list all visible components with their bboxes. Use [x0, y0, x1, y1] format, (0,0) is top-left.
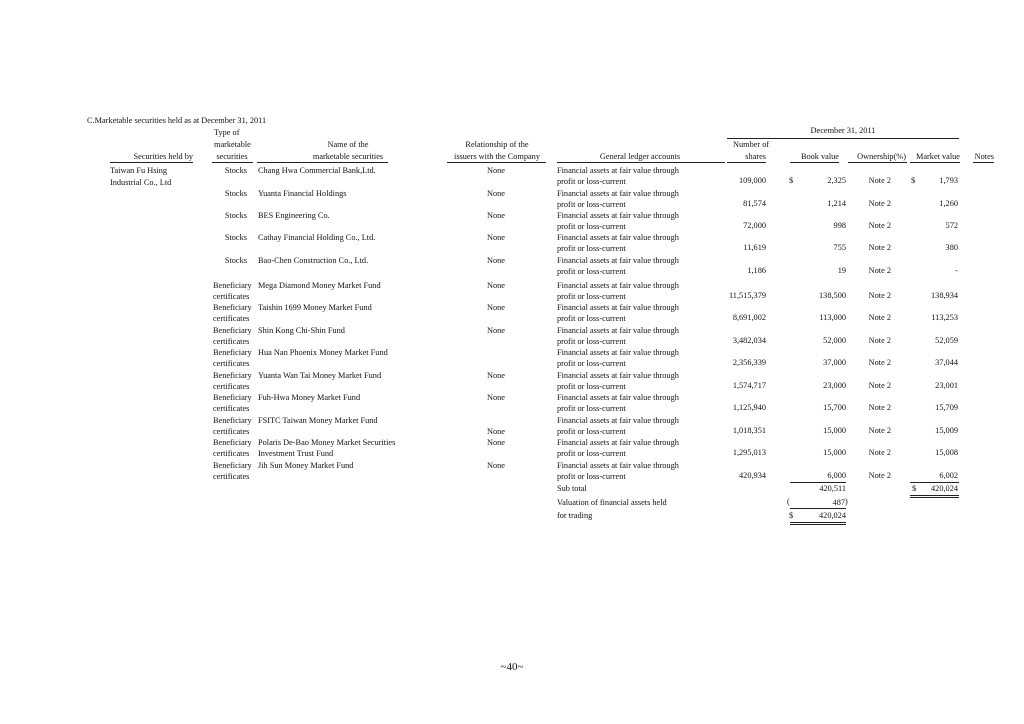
row-10-ledger-1: Financial assets at fair value through — [557, 393, 679, 402]
row-9-name: Yuanta Wan Tai Money Market Fund — [258, 371, 382, 380]
row-10-type-1: Beneficiary — [213, 393, 252, 402]
header-notes: Notes — [974, 152, 994, 161]
row-3-name: Cathay Financial Holding Co., Ltd. — [258, 233, 376, 242]
subtotal-market-currency: $ — [912, 484, 917, 493]
row-6-name: Taishin 1699 Money Market Fund — [258, 303, 372, 312]
row-5-type-2: certificates — [213, 292, 250, 301]
header-book: Book value — [800, 152, 839, 161]
row-10-book: 15,700 — [823, 403, 846, 412]
header-name-1: Name of the — [327, 140, 369, 149]
page-number: ~40~ — [500, 661, 524, 673]
row-11-type-2: certificates — [213, 427, 250, 436]
row-4-name: Bao-Chen Construction Co., Ltd. — [258, 256, 369, 265]
row-2-book: 998 — [833, 221, 846, 230]
valuation-double — [790, 522, 846, 525]
row-9-ledger-1: Financial assets at fair value through — [557, 371, 679, 380]
valuation-total: 420,024 — [819, 511, 846, 520]
row-4-shares: 1,186 — [747, 266, 766, 275]
row-6-ledger-1: Financial assets at fair value through — [557, 303, 679, 312]
row-7-name: Shin Kong Chi-Shin Fund — [258, 326, 345, 335]
row-6-relationship: None — [487, 303, 505, 312]
holder-name-1: Taiwan Fu Hsing — [110, 166, 168, 175]
row-11-type-1: Beneficiary — [213, 416, 252, 425]
header-underline-2 — [257, 162, 388, 163]
row-13-book: 6,000 — [827, 471, 846, 480]
subtotal-label: Sub total — [557, 484, 587, 493]
row-3-ownership: Note 2 — [868, 243, 891, 252]
row-9-relationship: None — [487, 371, 505, 380]
row-5-ledger-1: Financial assets at fair value through — [557, 281, 679, 290]
row-8-type-2: certificates — [213, 359, 250, 368]
row-5-type-1: Beneficiary — [213, 281, 252, 290]
row-12-ledger-1: Financial assets at fair value through — [557, 438, 679, 447]
row-2-shares: 72,000 — [743, 221, 766, 230]
row-6-shares: 8,691,002 — [732, 313, 766, 322]
period-header: December 31, 2011 — [810, 126, 876, 135]
row-8-name: Hua Nan Phoenix Money Market Fund — [258, 348, 388, 357]
header-underline-4 — [557, 162, 725, 163]
market-sum-line — [910, 482, 959, 483]
row-7-ledger-1: Financial assets at fair value through — [557, 326, 679, 335]
row-12-relationship: None — [487, 438, 505, 447]
header-type-2: marketable — [214, 140, 251, 149]
row-12-type-1: Beneficiary — [213, 438, 252, 447]
row-13-ledger-2: profit or loss-current — [557, 472, 626, 481]
period-underline — [727, 138, 959, 139]
header-type-3: securities — [216, 152, 248, 161]
row-1-market: 1,260 — [939, 199, 958, 208]
row-5-name: Mega Diamond Money Market Fund — [258, 281, 381, 290]
row-7-market: 52,059 — [935, 336, 958, 345]
row-2-market: 572 — [945, 221, 958, 230]
row-9-market: 23,001 — [935, 381, 958, 390]
row-9-type-1: Beneficiary — [213, 371, 252, 380]
row-10-name: Fuh-Hwa Money Market Fund — [258, 393, 361, 402]
row-3-relationship: None — [487, 233, 505, 242]
header-ledger: General ledger accounts — [599, 152, 681, 161]
row-1-book: 1,214 — [827, 199, 846, 208]
row-13-type-2: certificates — [213, 472, 250, 481]
header-shares-1: Number of — [733, 140, 770, 149]
row-7-ownership: Note 2 — [868, 336, 891, 345]
row-5-ledger-2: profit or loss-current — [557, 292, 626, 301]
row-9-ledger-2: profit or loss-current — [557, 382, 626, 391]
row-10-type-2: certificates — [213, 404, 250, 413]
row-0-book-currency: $ — [789, 176, 794, 185]
row-8-type-1: Beneficiary — [213, 348, 252, 357]
row-13-relationship: None — [487, 461, 505, 470]
row-8-ownership: Note 2 — [868, 358, 891, 367]
row-12-market: 15,008 — [935, 448, 958, 457]
row-12-shares: 1,295,013 — [732, 448, 766, 457]
valuation-sum-line — [790, 508, 846, 509]
row-6-type-1: Beneficiary — [213, 303, 252, 312]
row-5-ownership: Note 2 — [868, 291, 891, 300]
row-3-ledger-2: profit or loss-current — [557, 244, 626, 253]
row-1-ledger-2: profit or loss-current — [557, 200, 626, 209]
book-sum-line — [790, 482, 846, 483]
row-13-ownership: Note 2 — [868, 471, 891, 480]
header-underline-6 — [790, 162, 839, 163]
header-type-1: Type of — [214, 128, 240, 137]
row-0-name: Chang Hwa Commercial Bank,Ltd. — [258, 166, 376, 175]
subtotal-market-double — [910, 495, 959, 498]
row-8-ledger-2: profit or loss-current — [557, 359, 626, 368]
row-11-ledger-2: profit or loss-current — [557, 427, 626, 436]
row-8-ledger-1: Financial assets at fair value through — [557, 348, 679, 357]
row-2-name: BES Engineering Co. — [258, 211, 330, 220]
row-5-market: 138,934 — [931, 291, 958, 300]
row-0-ledger-1: Financial assets at fair value through — [557, 166, 679, 175]
row-7-ledger-2: profit or loss-current — [557, 337, 626, 346]
row-4-ledger-1: Financial assets at fair value through — [557, 256, 679, 265]
row-10-ledger-2: profit or loss-current — [557, 404, 626, 413]
header-rel-1: Relationship of the — [465, 140, 529, 149]
row-0-type: Stocks — [224, 166, 247, 175]
row-3-shares: 11,619 — [743, 243, 766, 252]
header-underline-5 — [727, 162, 766, 163]
row-8-market: 37,044 — [935, 358, 958, 367]
valuation-currency: $ — [789, 511, 794, 520]
row-13-market: 6,002 — [939, 471, 958, 480]
row-5-book: 138,500 — [819, 291, 846, 300]
header-underline-3 — [447, 162, 546, 163]
row-4-ledger-2: profit or loss-current — [557, 267, 626, 276]
row-0-book: 2,325 — [827, 176, 846, 185]
header-underline-1 — [212, 162, 253, 163]
header-market: Market value — [915, 152, 960, 161]
row-4-book: 19 — [837, 266, 846, 275]
row-10-relationship: None — [487, 393, 505, 402]
header-name-2: marketable securities — [312, 152, 384, 161]
valuation-label-2: for trading — [557, 511, 593, 520]
valuation-close-paren: ) — [845, 497, 848, 506]
subtotal-market: 420,024 — [931, 484, 958, 493]
row-0-shares: 109,000 — [739, 176, 766, 185]
row-8-book: 37,000 — [823, 358, 846, 367]
holder-name-2: Industrial Co., Ltd — [110, 178, 172, 187]
row-13-shares: 420,934 — [739, 471, 766, 480]
header-underline-7 — [848, 162, 907, 163]
row-7-relationship: None — [487, 326, 505, 335]
row-9-ownership: Note 2 — [868, 381, 891, 390]
row-0-ownership: Note 2 — [868, 176, 891, 185]
row-6-book: 113,000 — [819, 313, 846, 322]
row-7-book: 52,000 — [823, 336, 846, 345]
header-held-by: Securities held by — [133, 152, 193, 161]
row-6-ownership: Note 2 — [868, 313, 891, 322]
row-4-type: Stocks — [224, 256, 247, 265]
valuation-adjustment: 487 — [832, 498, 845, 507]
header-shares-2: shares — [745, 152, 766, 161]
header-rel-2: issuers with the Company — [454, 152, 540, 161]
row-1-ledger-1: Financial assets at fair value through — [557, 189, 679, 198]
row-9-book: 23,000 — [823, 381, 846, 390]
row-8-shares: 2,356,339 — [732, 358, 766, 367]
row-11-name: FSITC Taiwan Money Market Fund — [258, 416, 378, 425]
row-10-ownership: Note 2 — [868, 403, 891, 412]
row-7-type-2: certificates — [213, 337, 250, 346]
row-5-relationship: None — [487, 281, 505, 290]
row-9-shares: 1,574,717 — [732, 381, 766, 390]
row-6-type-2: certificates — [213, 314, 250, 323]
row-2-relationship: None — [487, 211, 505, 220]
row-11-shares: 1,018,351 — [732, 426, 766, 435]
row-4-ownership: Note 2 — [868, 266, 891, 275]
row-13-type-1: Beneficiary — [213, 461, 252, 470]
row-12-type-2: certificates — [213, 449, 250, 458]
table-title: C.Marketable securities held as at December 31, 2011 — [87, 116, 267, 125]
row-1-type: Stocks — [224, 189, 247, 198]
row-5-shares: 11,515,379 — [728, 291, 766, 300]
row-11-market: 15,009 — [935, 426, 958, 435]
row-3-type: Stocks — [224, 233, 247, 242]
row-12-name-2: Investment Trust Fund — [258, 449, 334, 458]
row-13-ledger-1: Financial assets at fair value through — [557, 461, 679, 470]
row-0-ledger-2: profit or loss-current — [557, 177, 626, 186]
row-2-ledger-1: Financial assets at fair value through — [557, 211, 679, 220]
header-underline-0 — [110, 162, 193, 163]
row-6-ledger-2: profit or loss-current — [557, 314, 626, 323]
header-underline-8 — [910, 162, 960, 163]
row-10-market: 15,709 — [935, 403, 958, 412]
valuation-label-1: Valuation of financial assets held — [557, 498, 667, 507]
row-7-type-1: Beneficiary — [213, 326, 252, 335]
row-3-market: 380 — [945, 243, 958, 252]
row-11-ledger-1: Financial assets at fair value through — [557, 416, 679, 425]
row-10-shares: 1,125,940 — [732, 403, 766, 412]
subtotal-book: 420,511 — [819, 484, 846, 493]
row-13-name: Jih Sun Money Market Fund — [258, 461, 354, 470]
row-4-market: - — [955, 266, 958, 275]
header-ownership: Ownership(%) — [857, 152, 906, 161]
row-12-book: 15,000 — [823, 448, 846, 457]
row-12-ownership: Note 2 — [868, 448, 891, 457]
row-2-type: Stocks — [224, 211, 247, 220]
row-0-market-currency: $ — [911, 176, 916, 185]
row-4-relationship: None — [487, 256, 505, 265]
row-2-ledger-2: profit or loss-current — [557, 222, 626, 231]
row-0-market: 1,793 — [939, 176, 958, 185]
row-0-relationship: None — [487, 166, 505, 175]
row-11-book: 15,000 — [823, 426, 846, 435]
row-12-name: Polaris De-Bao Money Market Securities — [258, 438, 396, 447]
row-11-relationship: None — [487, 427, 505, 436]
header-underline-9 — [973, 162, 994, 163]
row-1-ownership: Note 2 — [868, 199, 891, 208]
row-7-shares: 3,482,034 — [732, 336, 766, 345]
row-1-shares: 81,574 — [743, 199, 766, 208]
row-2-ownership: Note 2 — [868, 221, 891, 230]
row-9-type-2: certificates — [213, 382, 250, 391]
row-3-ledger-1: Financial assets at fair value through — [557, 233, 679, 242]
row-11-ownership: Note 2 — [868, 426, 891, 435]
row-12-ledger-2: profit or loss-current — [557, 449, 626, 458]
row-3-book: 755 — [833, 243, 846, 252]
row-1-name: Yuanta Financial Holdings — [258, 189, 347, 198]
row-6-market: 113,253 — [931, 313, 958, 322]
row-1-relationship: None — [487, 189, 505, 198]
valuation-open-paren: ( — [787, 497, 790, 506]
